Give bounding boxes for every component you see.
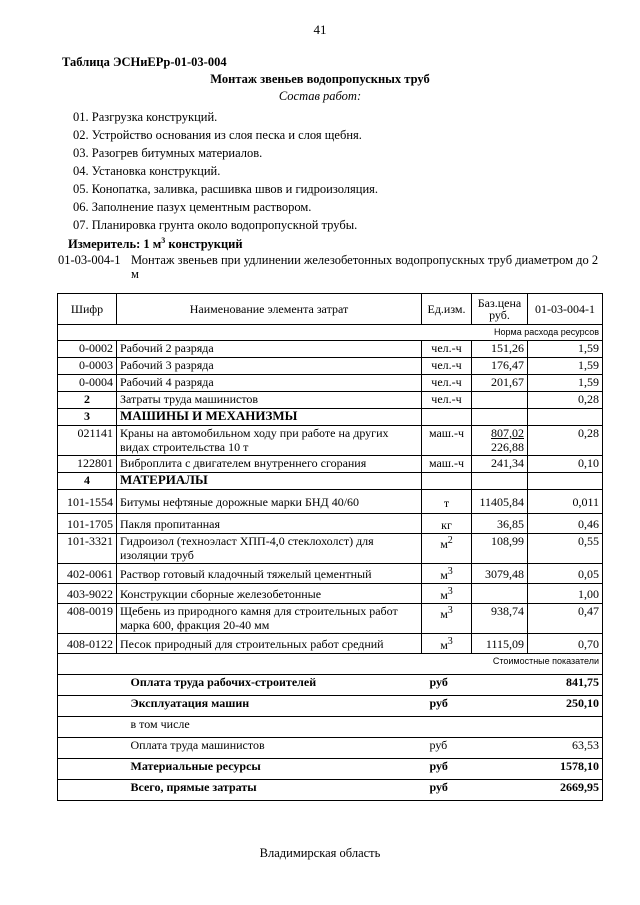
cost-indicators-note: Стоимостные показатели [58, 654, 603, 675]
summary-row: Эксплуатация машин руб 250,10 [58, 696, 603, 717]
section-materials: 4 МАТЕРИАЛЫ [58, 473, 603, 490]
header-name: Наименование элемента затрат [117, 294, 422, 325]
footer-region: Владимирская область [259, 846, 381, 860]
work-item: 01. Разгрузка конструкций. [73, 110, 218, 124]
header-price: Баз.цена руб. [472, 294, 528, 325]
table-row: 0-0004 Рабочий 4 разряда чел.-ч 201,67 1,59 [58, 375, 603, 392]
table-title: Монтаж звеньев водопропускных труб [210, 72, 430, 86]
entry-code: 01-03-004-1 [58, 253, 121, 267]
work-item: 05. Конопатка, заливка, расшивка швов и гидроизоляция. [73, 182, 379, 196]
header-norm: 01-03-004-1 [528, 294, 603, 325]
summary-row: Оплата труда рабочих-строителей руб 841,75 [58, 675, 603, 696]
cost-table [57, 293, 603, 801]
measure-unit: Измеритель: 1 $м^3$ конструкций [68, 236, 243, 252]
resource-norm-note: Норма расхода ресурсов [58, 325, 603, 341]
table-row: 101-1554 Битумы нефтяные дорожные марки БНД 40/60 т 11405,84 0,011 [58, 490, 603, 514]
works-list [73, 108, 378, 234]
table-row: 101-3321 Гидроизол (техноэласт ХПП-4,0 стеклохолст) для изоляции труб $м^2$ 108,99 0,55 [58, 534, 603, 564]
table-row: 403-9022 Конструкции сборные железобетонные $м^3$ 1,00 [58, 584, 603, 604]
summary-row: Всего, прямые затраты руб 2669,95 [58, 780, 603, 801]
table-row: 408-0122 Песок природный для строительных работ средний $м^3$ 1115,09 0,70 [58, 634, 603, 654]
summary-row: в том числе [58, 717, 603, 738]
composition-label: Состав работ: [278, 89, 362, 103]
table-row: 2 Затраты труда машинистов чел.-ч 0,28 [58, 392, 603, 409]
header-unit: Ед.изм. [422, 294, 472, 325]
table-row: 122801 Виброплита с двигателем внутреннего сгорания маш.-ч 241,34 0,10 [58, 456, 603, 473]
work-item: 04. Установка конструкций. [73, 164, 221, 178]
table-row: 101-1705 Пакля пропитанная кг 36,85 0,46 [58, 514, 603, 534]
summary-row: Оплата труда машинистов руб 63,53 [58, 738, 603, 759]
summary-row: Материальные ресурсы руб 1578,10 [58, 759, 603, 780]
table-header [58, 294, 603, 325]
entry-description: Монтаж звеньев при удлинении железобетонных водопропускных труб диаметром до 2 м [131, 253, 599, 281]
work-item: 07. Планировка грунта около водопропускной трубы. [73, 218, 358, 232]
table-row: 402-0061 Раствор готовый кладочный тяжелый цементный $м^3$ 3079,48 0,05 [58, 564, 603, 584]
page-number: 41 [313, 22, 327, 37]
work-item: 03. Разогрев битумных материалов. [73, 146, 263, 160]
work-item: 02. Устройство основания из слоя песка и слоя щебня. [73, 128, 362, 142]
table-row: 0-0003 Рабочий 3 разряда чел.-ч 176,47 1,59 [58, 358, 603, 375]
table-name: Таблица ЭСНиЕРр-01-03-004 [62, 55, 227, 69]
work-item: 06. Заполнение пазух цементным раствором. [73, 200, 312, 214]
header-code: Шифр [58, 294, 117, 325]
table-row: 0-0002 Рабочий 2 разряда чел.-ч 151,26 1,59 [58, 341, 603, 358]
table-row: 021141 Краны на автомобильном ходу при работе на других видах строительства 10 т маш.-ч 807,02 226,88 0,28 [58, 426, 603, 456]
table-row: 408-0019 Щебень из природного камня для строительных работ марка 600, фракция 20-40 мм $м^3$ 938,74 0,47 [58, 604, 603, 634]
section-machines: 3 МАШИНЫ И МЕХАНИЗМЫ [58, 409, 603, 426]
